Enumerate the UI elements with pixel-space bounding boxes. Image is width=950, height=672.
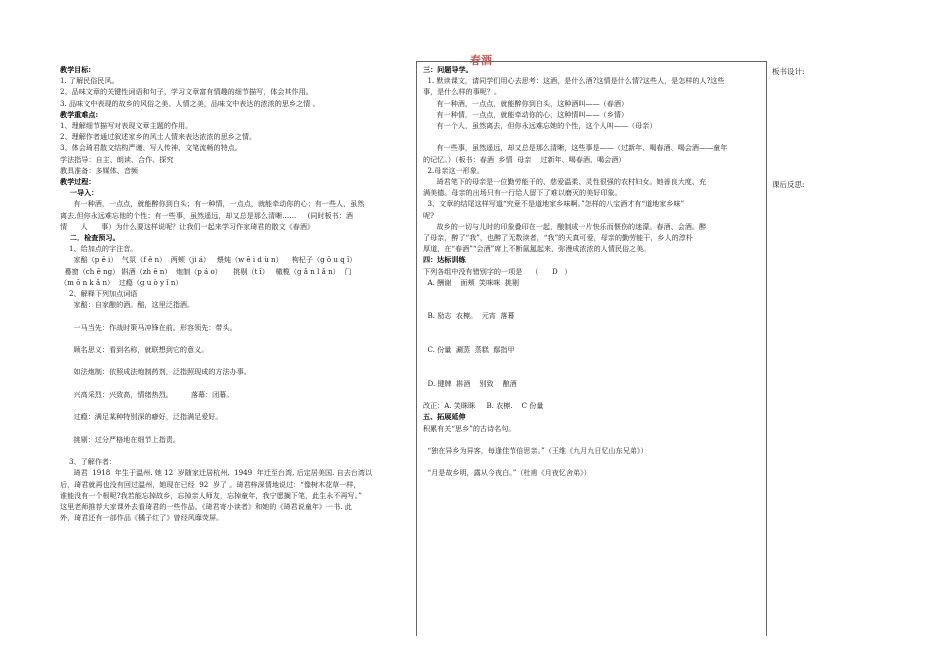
text-line [423, 299, 753, 310]
text-line: 呢? [423, 210, 434, 220]
text-line: 2.母亲这一形象。 [423, 165, 484, 175]
text-line: 下列各组中没有错别字的一项是 （ D ） [423, 266, 572, 276]
text-line: 2、解释下列加点词语 [60, 289, 138, 299]
section-heading: 四：达标训练 [423, 255, 466, 265]
text-line: 3、了解作者： [60, 457, 117, 467]
text-line: 事，是什么样的事呢？。 [423, 87, 502, 97]
text-line: 故乡的一切与儿时的印象叠印在一起，酿制成一片快乐而惬伤的迷濛。春酒、会酒。醉 [423, 221, 707, 231]
text-line: 家醅（p ē i） 气氛（f ē n） 两颊（ji á） 煨炖（w ē i d ù n） 枸杞子（g ō u q ǐ） [60, 255, 357, 265]
text-line: 有一种酒，一点点，就能醉你到白头，这种酒叫——（春酒） [423, 98, 629, 108]
text-line: 1. 默读课文，请同学们用心去思考：这酒，是什么酒?这情是什么情?这些人，是怎样的人?这些 [423, 76, 725, 86]
text-line [60, 310, 408, 321]
text-line [60, 423, 408, 434]
section-heading: 三：问题导学。 [423, 65, 473, 74]
text-line: C. 份量 涮蒸 蒸糕 鄢指甲 [423, 345, 515, 355]
text-line: 家醅：自家酿的酒。醅，这里泛指酒。 [60, 300, 195, 310]
text-line: 2、理解作者通过叙述家乡的风土人情来表达浓浓的思乡之情。 [60, 132, 257, 142]
text-line: 有一个人，虽然离去，但你永远难忘她的个性，这个人叫——（母亲） [423, 121, 657, 131]
text-line: 如法炮制：依照成法炮制药剂，泛指照现成的方法办事。 [60, 367, 251, 377]
text-line: 蓦窗（ch ē ng） 斟酒（zh ē n） 炮制（p á o） 挑剔（t ī） 橄榄（g ǎ n l ǎ n） 门 [60, 266, 352, 276]
text-line [423, 366, 753, 377]
text-line: 2、品味文章的关键性词语和句子，学习文章富有情趣的细节描写，体会其作用。 [60, 87, 313, 97]
middle-column [423, 64, 753, 479]
text-line: “月是故乡明，露从今夜白。”（杜甫《月夜忆舍弟》） [423, 468, 591, 478]
text-line: 学法指导：自主、朗读、合作、探究 [60, 154, 174, 164]
text-line: 过瘾：满足某种特别深的癖好，泛指满足爱好。 [60, 412, 223, 422]
page-title: 春酒 [470, 54, 492, 67]
text-line: 有一种酒，一点点，就能醉你到白头；有一种情，一点点，就能牵动你的心；有一些人，虽然 [60, 199, 365, 209]
text-line: 琦君 1918 年生于温州. 她 12 岁随家迁居杭州, 1949 年迁至台湾, 后定居美国. 自去台湾以 [60, 468, 373, 478]
column-divider-left [416, 61, 417, 636]
text-line: 满美德。母亲的出场只有一行给人留下了难以磨灭的美好印象。 [423, 188, 622, 198]
text-line: 积累有关“思乡”的古诗名句。 [423, 423, 516, 433]
text-line: 有一种情，一点点，就能牵动你的心，这种情叫——（乡情） [423, 109, 629, 119]
text-line: 的记忆。）（板书：春酒 乡情 母亲 过新年、喝春酒、喝会酒） [423, 154, 626, 164]
text-line [60, 355, 408, 366]
section-heading: 一导入： [60, 188, 99, 198]
text-line: 厚道，在“春酒”“会酒”席上不断氤氲起来，弥漫成浓浓的人情民俗之美。 [423, 244, 651, 254]
text-line: 1. 了解民俗民风。 [60, 76, 119, 86]
text-line: 外，琦君还有一部作品《橘子红了》曾经风靡荧屏。 [60, 513, 224, 523]
text-line: （m ō n k ǎ n） 过瘾（ɡ u ò y ǐ n） [60, 277, 183, 287]
text-line [60, 378, 408, 389]
text-line [60, 400, 408, 411]
after-class-reflection-label: 课后反思: [772, 180, 805, 189]
text-line [423, 389, 753, 400]
text-line: 兴高采烈：兴致高，情绪热烈。 落幕：闭幕。 [60, 389, 234, 399]
text-line [60, 445, 408, 456]
section-heading: 二．检查预习。 [60, 233, 120, 243]
text-line [423, 434, 753, 445]
top-rule [416, 61, 766, 62]
text-line: 一马当先：作战时策马冲锋在前。形容领先：带头。 [60, 322, 237, 332]
text-line: 挑剔：过分严格地在细节上指责。 [60, 434, 180, 444]
text-line: 教具准备：多媒体、音频 [60, 165, 139, 175]
text-line: A. 酬谢 面颊 笑咪咪 挑剔 [423, 277, 520, 287]
text-line: B. 励志 农檩。 元宵 落幕 [423, 311, 515, 321]
section-heading: 教学过程： [60, 177, 96, 187]
text-line: “独在异乡为异客，每逢佳节倍思亲。”（王维《九月九日忆山东兄弟》） [423, 445, 648, 455]
left-column [60, 64, 408, 523]
text-line: 1、理解细节描写对表现文章主题的作用。 [60, 121, 193, 131]
text-line [60, 333, 408, 344]
text-line [423, 322, 753, 333]
section-heading: 教学目标: [60, 65, 91, 74]
text-line: 3. 品味文中表现的故乡的风俗之美、人情之美，品味文中表达的浓浓的思乡之情 。 [60, 98, 320, 108]
text-line: 改正：A. 笑眯眯 B. 农檩. C 份量 [423, 401, 544, 411]
text-line [423, 131, 753, 142]
text-line: 谁能没有一个根呢?我若能忘掉故乡，忘掉亲人师友，忘掉童年，我宁愿搁下笔，此生永不再写。” [60, 490, 362, 500]
section-heading: 五、拓展延伸 [423, 412, 466, 422]
text-line: 后，琦君就再也没有回过温州，她现在已经 92 岁了 。琦君梓深情地说过：“像树木花草一样， [60, 479, 361, 489]
text-line: 有一些事，虽然遥远，却又总是那么清晰，这些事是——（过新年、喝春酒、喝会酒——童年 [423, 143, 728, 153]
text-line: 离去,但你永远难忘他的个性；有一些事，虽然遥远，却又总是那么清晰…… (同时板书：酒 [60, 210, 353, 220]
text-line: 顾名思义：看到名称，就联想到它的意义。 [60, 345, 209, 355]
text-line: 情 人 事）为什么要这样说呢？让我们一起来学习作家琦君的散文《春酒》 [60, 221, 315, 231]
text-line: D. 键牌 斟酒 别致 酿酒 [423, 378, 517, 388]
text-line: 1、给加点的字注音。 [60, 244, 138, 254]
text-line [423, 333, 753, 344]
text-line: 3、文章的结尾这样写道“究竟不是道地家乡味啊。”怎样的八宝酒才有“道地家乡味” [423, 199, 685, 209]
text-line: 这里老师推荐大家课外去看琦君的一些作品。《琦君寄小读者》和她的《琦君说童年》一书. 此 [60, 501, 352, 511]
text-line [423, 288, 753, 299]
text-line: 3、体会琦君散文结构严谨、写人传神、文笔流畅的特点。 [60, 143, 242, 153]
text-line [423, 456, 753, 467]
text-line: 琦君笔下的母亲是一位勤劳能干的、慈爱温柔、灵性很强的农村妇女。她善良大度、充 [423, 177, 707, 187]
text-line: 了母亲，醉了“我”，也醉了无数读者，“我”的天真可爱，母亲的勤劳能干，乡人的淳朴 [423, 233, 693, 243]
text-line [423, 355, 753, 366]
board-design-label: 板书设计: [772, 67, 805, 76]
column-divider-right [766, 61, 767, 636]
section-heading: 教学重难点: [60, 109, 99, 119]
